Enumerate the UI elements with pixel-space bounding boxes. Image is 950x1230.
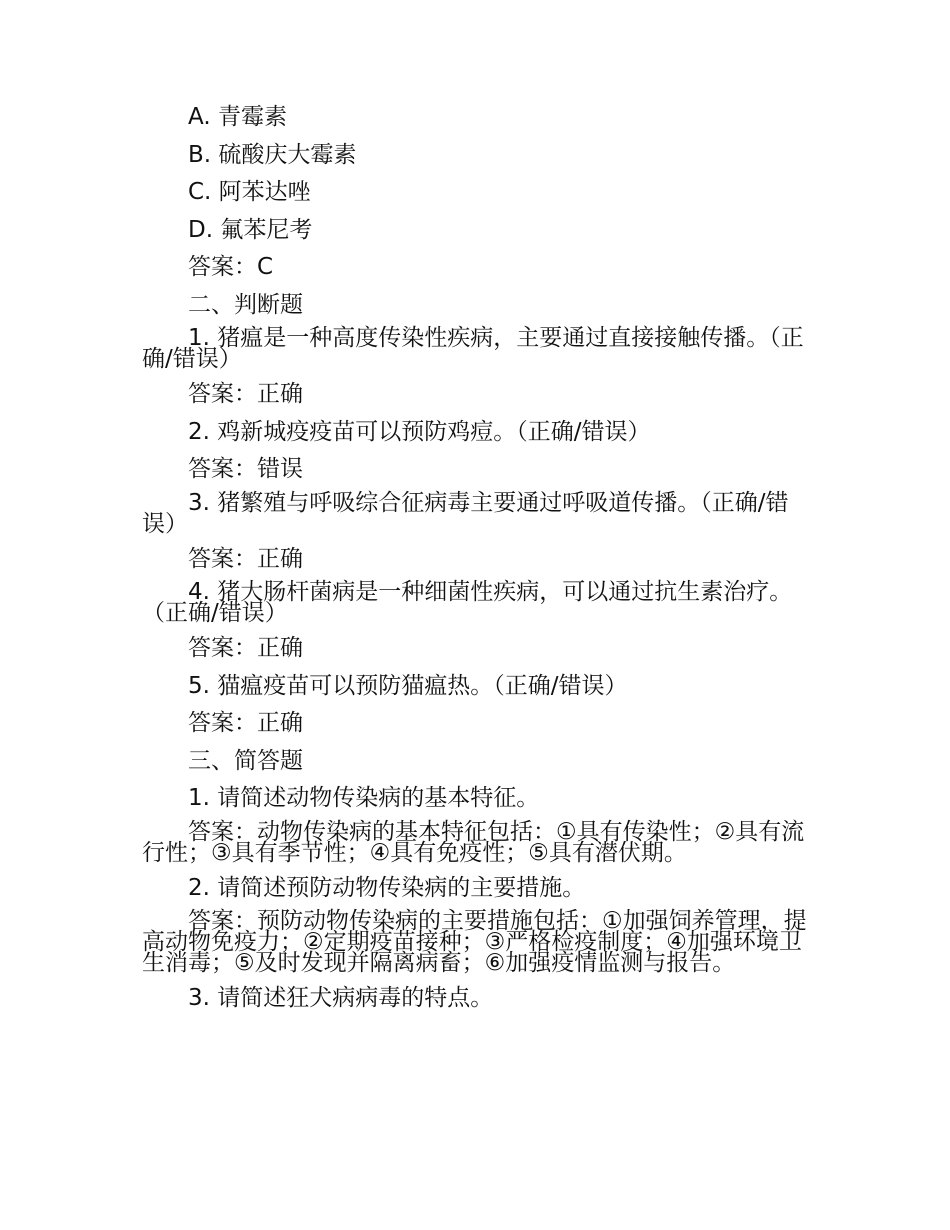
option-d: D. 氟苯尼考 bbox=[188, 216, 313, 243]
document-body bbox=[142, 103, 818, 1022]
sa-question-3: 3. 请简述狂犬病病毒的特点。 bbox=[188, 985, 494, 1011]
tf-answer-5: 答案：正确 bbox=[188, 710, 303, 736]
section-3-heading: 三、简答题 bbox=[188, 747, 303, 774]
sa-answer-1: 答案：动物传染病的基本特征包括：①具有传染性；②具有流行性；③具有季节性；④具有免疫性；⑤具有潜伏期。 bbox=[142, 818, 805, 866]
tf-answer-4: 答案：正确 bbox=[188, 635, 303, 661]
tf-question-2: 2. 鸡新城疫疫苗可以预防鸡痘。（正确/错误） bbox=[188, 418, 651, 445]
tf-question-3: 3. 猪繁殖与呼吸综合征病毒主要通过呼吸道传播。（正确/错误） bbox=[142, 489, 789, 537]
sa-question-1: 1. 请简述动物传染病的基本特征。 bbox=[188, 785, 540, 811]
sa-answer-2: 答案：预防动物传染病的主要措施包括：①加强饲养管理，提高动物免疫力；②定期疫苗接种；③严格检疫制度；④加强环境卫生消毒；⑤及时发现并隔离病畜；⑥加强疫情监测与报告。 bbox=[142, 908, 807, 976]
sa-question-2: 2. 请简述预防动物传染病的主要措施。 bbox=[188, 874, 586, 901]
tf-question-4: 4. 猪大肠杆菌病是一种细菌性疾病，可以通过抗生素治疗。（正确/错误） bbox=[142, 579, 793, 626]
option-b: B. 硫酸庆大霉素 bbox=[188, 141, 357, 168]
option-c: C. 阿苯达唑 bbox=[188, 179, 311, 205]
tf-answer-3: 答案：正确 bbox=[188, 545, 303, 572]
tf-answer-2: 答案：错误 bbox=[188, 456, 303, 482]
tf-question-1: 1. 猪瘟是一种高度传染性疾病，主要通过直接接触传播。（正确/错误） bbox=[142, 325, 804, 372]
answer-mc: 答案：C bbox=[188, 254, 274, 280]
tf-question-5: 5. 猫瘟疫苗可以预防猫瘟热。（正确/错误） bbox=[188, 672, 628, 699]
section-2-heading: 二、判断题 bbox=[188, 291, 303, 318]
tf-answer-1: 答案：正确 bbox=[188, 381, 303, 407]
option-a: A. 青霉素 bbox=[188, 104, 287, 130]
